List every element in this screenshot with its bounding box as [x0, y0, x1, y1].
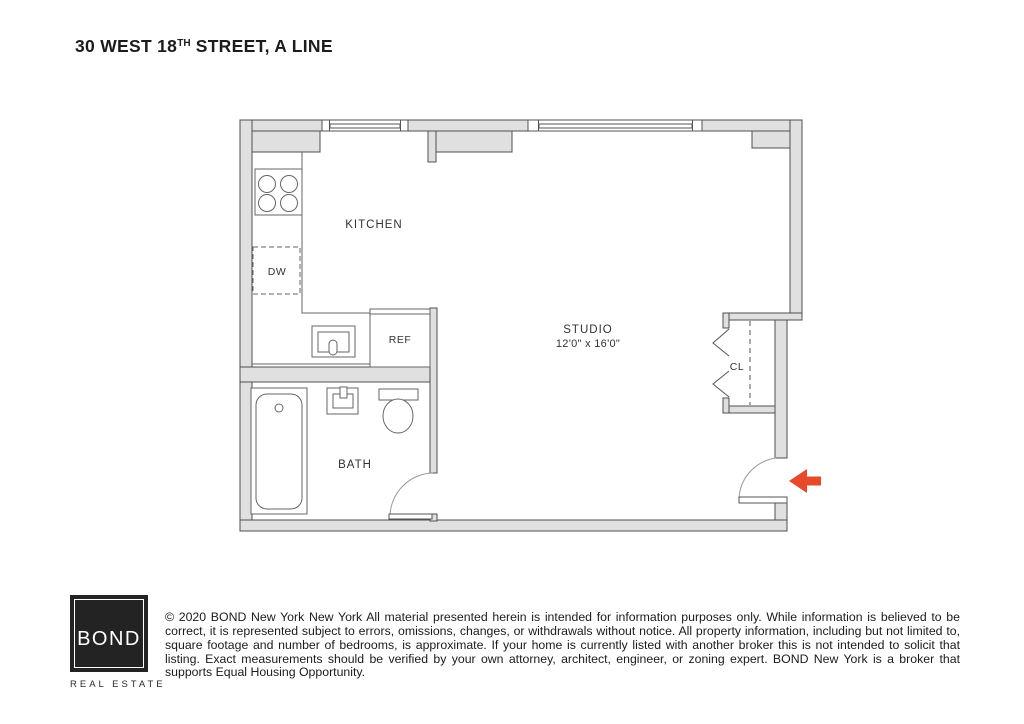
wall-closet-top — [723, 313, 802, 320]
doors — [389, 458, 787, 519]
wall-bottom — [240, 520, 787, 531]
wall-closet-top-nub — [723, 313, 729, 328]
window-kitchen — [322, 120, 408, 131]
wall-kitchen-bath-divider — [240, 367, 437, 382]
bath-door-leaf — [389, 514, 432, 519]
kitchen-label: KITCHEN — [345, 219, 403, 231]
entry-door-arc — [739, 458, 776, 498]
bath-door-arc — [390, 473, 433, 517]
entry-door-leaf — [739, 497, 787, 503]
studio-dimensions: 12'0" x 16'0" — [555, 338, 621, 350]
wall-right-below-door — [775, 503, 787, 520]
wall-closet-bottom-nub — [723, 398, 729, 413]
wall-left — [240, 120, 252, 531]
bath-fixtures — [251, 387, 418, 514]
closet-bifold-door-bottom — [713, 371, 729, 397]
wall-top-stub — [428, 131, 436, 162]
page-title-suffix: STREET, A LINE — [190, 36, 333, 56]
wall-top-mid-block — [436, 131, 512, 152]
page-title-prefix: 30 WEST 18 — [75, 36, 178, 56]
dishwasher-label: DW — [267, 266, 287, 278]
bond-logo-subtext: REAL ESTATE — [70, 679, 166, 690]
wall-top-right-block — [752, 131, 790, 148]
page-title-superscript: TH — [177, 38, 191, 49]
entry-arrow-icon — [789, 469, 821, 493]
bond-logo — [70, 595, 166, 690]
wall-right-mid — [775, 320, 787, 458]
wall-studio-divider — [430, 308, 437, 473]
closet-label: CL — [729, 361, 745, 373]
bath-sink-icon — [327, 387, 358, 414]
studio-label: STUDIO — [563, 324, 613, 336]
bond-logo-square — [70, 595, 148, 672]
refrigerator-label: REF — [388, 334, 412, 346]
kitchen-sink-icon — [312, 326, 355, 357]
disclaimer-text: © 2020 BOND New York New York All material presented herein is intended for information purposes only. While information is believed to be correct, it is represented subject to errors, omissions, changes, or withdrawals without notice. All property information, including but not limited to, square footage and number of bedrooms, is approximate. If your home is currently listed with another broker this is not intended to solicit that listing. Exact measurements should be verified by your own attorney, architect, engineer, or zoning expert. BOND New York is a broker that supports Equal Housing Opportunity. — [165, 610, 960, 680]
closet-bifold-door-top — [713, 329, 729, 356]
bath-label: BATH — [338, 459, 372, 471]
wall-right-upper — [790, 120, 802, 320]
stove-icon — [255, 169, 302, 215]
toilet-icon — [379, 389, 418, 433]
wall-closet-bottom — [723, 406, 775, 413]
window-studio — [528, 120, 702, 131]
bond-logo-text: BOND — [77, 628, 141, 650]
bathtub-icon — [251, 388, 307, 514]
kitchen-counter-edge — [302, 152, 370, 313]
